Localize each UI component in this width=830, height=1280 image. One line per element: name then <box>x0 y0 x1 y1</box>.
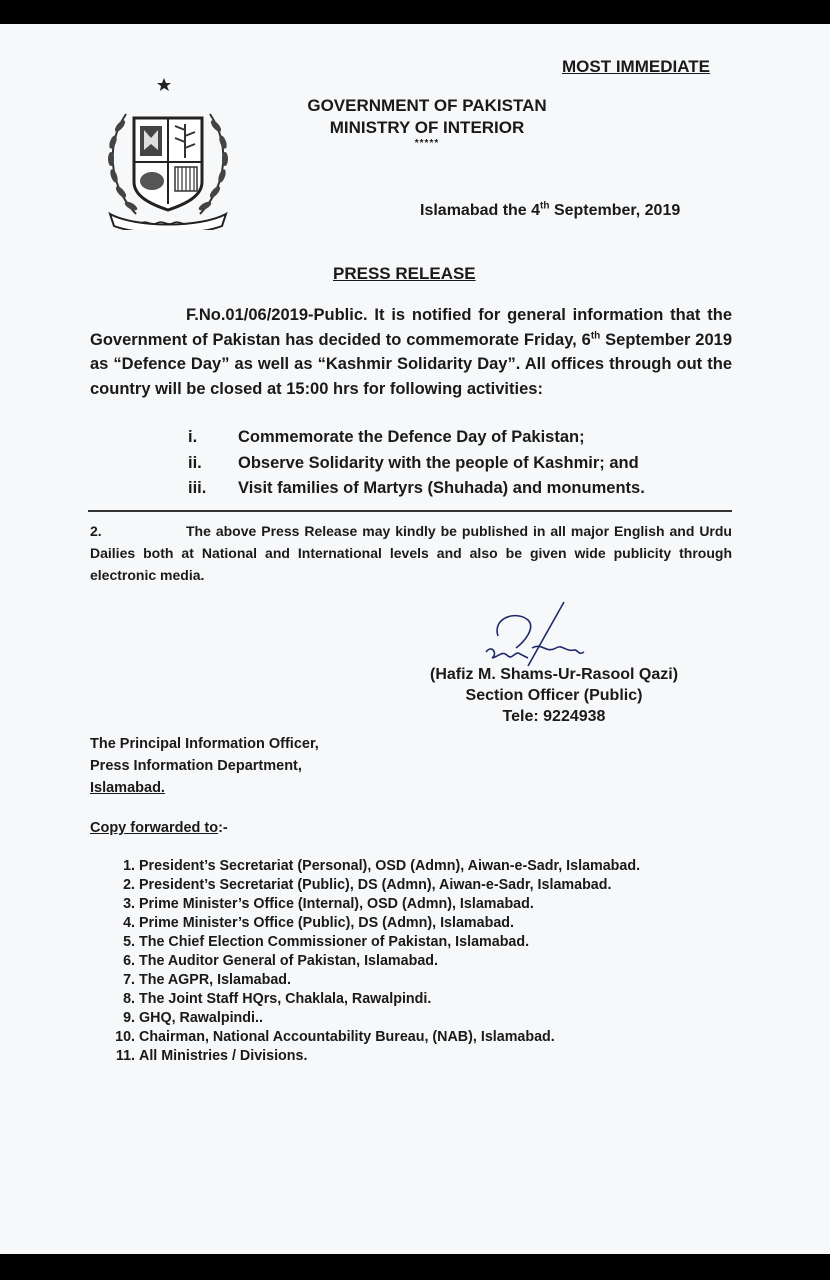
document-page <box>0 24 830 1254</box>
list-item-text: Observe Solidarity with the people of Kashmir; and <box>238 453 639 472</box>
date-suffix: September, 2019 <box>549 202 681 219</box>
list-item <box>188 454 748 480</box>
para1-text-b: September 2019 as “Defence Day” as well as “Kashmir Solidarity Day”. All offices through out the country will be closed at 15:00 hrs for following activities: <box>90 330 732 398</box>
list-item <box>110 934 750 953</box>
list-item-number: 3. <box>123 896 135 912</box>
para1-text-a: It is notified for general information that the Government of Pakistan has decided to commemorate Friday, 6 <box>90 306 732 349</box>
list-item-number: ii. <box>188 453 202 472</box>
list-item <box>110 1010 750 1029</box>
letterhead <box>262 95 592 139</box>
paragraph-1 <box>90 303 732 401</box>
list-item-number: 1. <box>123 858 135 874</box>
addressee-line: The Principal Information Officer, <box>90 736 319 752</box>
list-item-text: President’s Secretariat (Public), DS (Admn), Aiwan-e-Sadr, Islamabad. <box>139 877 612 893</box>
paragraph-2 <box>90 520 732 586</box>
list-item <box>188 479 748 505</box>
priority-label: MOST IMMEDIATE <box>562 57 710 76</box>
list-item <box>110 953 750 972</box>
government-name: GOVERNMENT OF PAKISTAN <box>307 96 547 115</box>
list-item-number: 6. <box>123 953 135 969</box>
list-item <box>110 1048 750 1067</box>
addressee-block <box>90 733 319 799</box>
copy-list <box>110 858 750 1067</box>
signatory-phone: Tele: 9224938 <box>502 708 606 725</box>
stars-divider: ***** <box>414 138 440 149</box>
file-number: F.No.01/06/2019-Public. <box>186 306 368 324</box>
crescent-star-icon <box>156 74 182 103</box>
divider <box>88 510 732 512</box>
ministry-name: MINISTRY OF INTERIOR <box>329 118 525 137</box>
copy-heading <box>90 820 228 836</box>
list-item-text: The AGPR, Islamabad. <box>139 972 292 988</box>
activities-list <box>188 428 748 505</box>
list-item-number: 7. <box>123 972 135 988</box>
list-item <box>110 991 750 1010</box>
list-item-text: The Auditor General of Pakistan, Islamabad. <box>139 953 438 969</box>
list-item-text: Chairman, National Accountability Bureau, (NAB), Islamabad. <box>139 1029 555 1045</box>
date-sup: th <box>540 200 550 212</box>
signatory-block <box>404 664 704 727</box>
list-item-number: 10. <box>115 1029 135 1045</box>
list-item-number: 8. <box>123 991 135 1007</box>
list-item-text: GHQ, Rawalpindi.. <box>139 1010 263 1026</box>
list-item <box>110 858 750 877</box>
addressee-city: Islamabad. <box>90 780 165 796</box>
list-item-text: Visit families of Martyrs (Shuhada) and monuments. <box>238 479 645 497</box>
list-item-number: 9. <box>123 1010 135 1026</box>
list-item-text: Prime Minister’s Office (Internal), OSD (Admn), Islamabad. <box>139 896 534 912</box>
paragraph-number: 2. <box>90 523 102 539</box>
list-item-number: 2. <box>123 877 135 893</box>
list-item <box>110 1029 750 1048</box>
list-item-text: President’s Secretariat (Personal), OSD (Admn), Aiwan-e-Sadr, Islamabad. <box>139 858 641 874</box>
list-item-text: Commemorate the Defence Day of Pakistan; <box>238 428 585 446</box>
document-title: PRESS RELEASE <box>333 264 476 283</box>
list-item-text: All Ministries / Divisions. <box>139 1048 308 1064</box>
signatory-designation: Section Officer (Public) <box>465 687 643 704</box>
copy-label: Copy forwarded to <box>90 820 219 836</box>
list-item-number: 11. <box>115 1048 135 1064</box>
copy-suffix: :- <box>218 820 228 836</box>
list-item-number: i. <box>188 428 198 446</box>
list-item <box>110 896 750 915</box>
list-item <box>188 428 748 454</box>
list-item-number: iii. <box>188 479 207 497</box>
list-item <box>110 915 750 934</box>
date-prefix: Islamabad the 4 <box>420 202 541 219</box>
list-item-text: Prime Minister’s Office (Public), DS (Admn), Islamabad. <box>139 915 514 931</box>
list-item-text: The Chief Election Commissioner of Pakistan, Islamabad. <box>139 934 530 950</box>
list-item <box>110 972 750 991</box>
signatory-name: (Hafiz M. Shams-Ur-Rasool Qazi) <box>429 666 679 683</box>
para1-sup: th <box>590 330 601 341</box>
list-item-number: 4. <box>123 915 135 931</box>
addressee-line: Press Information Department, <box>90 758 302 774</box>
para2-text: The above Press Release may kindly be published in all major English and Urdu Dailies both at National and International levels and also be given wide publicity through electronic media. <box>90 523 732 583</box>
date-line <box>420 202 680 220</box>
state-emblem-icon <box>96 64 240 230</box>
list-item-number: 5. <box>123 934 135 950</box>
list-item <box>110 877 750 896</box>
signature-icon <box>480 594 590 674</box>
list-item-text: The Joint Staff HQrs, Chaklala, Rawalpindi. <box>139 991 432 1007</box>
